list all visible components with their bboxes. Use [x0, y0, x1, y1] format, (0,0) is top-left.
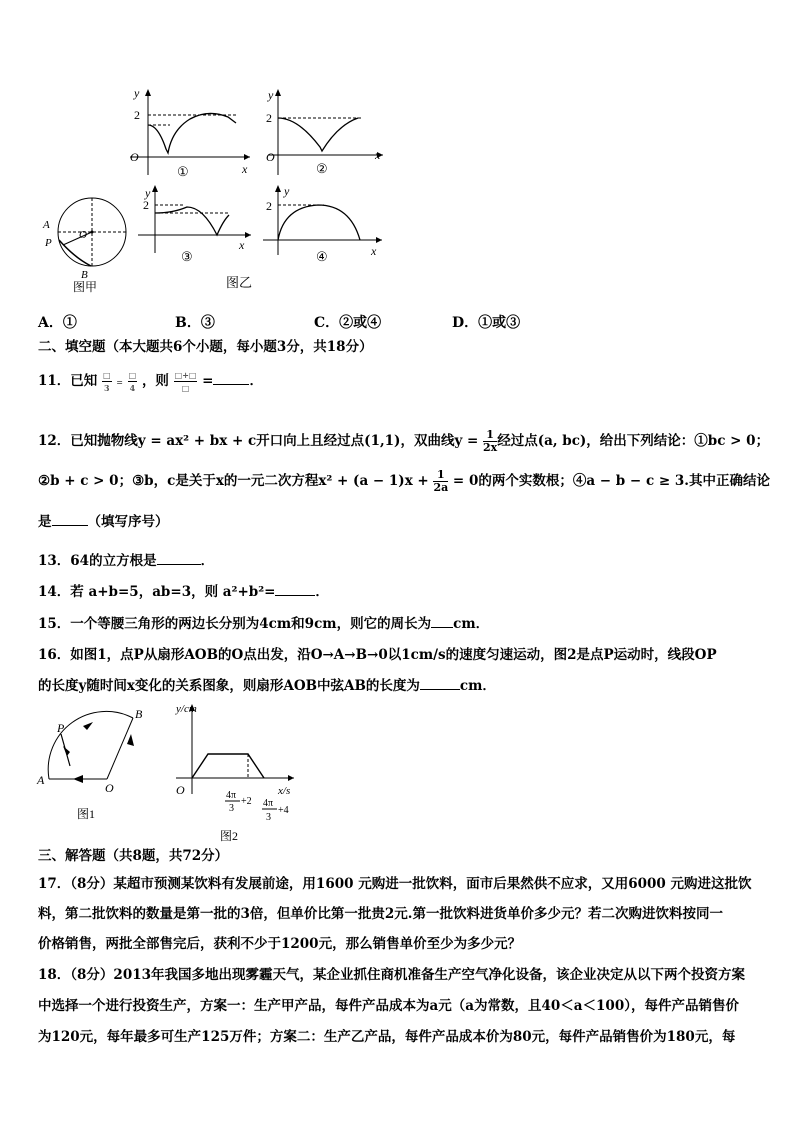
- q12-frac-2: [433, 469, 448, 494]
- caption-yi: 图乙: [226, 276, 253, 291]
- q12-text-3b: （填写序号）: [87, 514, 169, 530]
- option-A[interactable]: A．①: [38, 315, 77, 331]
- figure-label: ④: [316, 249, 328, 263]
- question-18-line-1: 18．（8分）2013年我国多地出现雾霾天气，某企业抓住商机准备生产空气净化设备，该企业决定从以下两个投资方案: [38, 967, 746, 983]
- question-12-line-1: [38, 426, 770, 456]
- q13-text: 13．64的立方根是: [38, 553, 157, 569]
- caption-jia: 图甲: [73, 280, 98, 294]
- question-18-line-3: 为120元，每年最多可生产125万件；方案二：生产乙产品，每件产品成本价为80元，每件产品销售价为180元，每: [38, 1029, 736, 1045]
- tick2-den: 3: [266, 812, 271, 823]
- graph-figure-2-q16: [170, 700, 310, 848]
- figure-label: ①: [177, 164, 189, 179]
- answer-blank[interactable]: [157, 564, 201, 565]
- q15-end: cm．: [453, 616, 490, 632]
- q14-text: 14．若 a+b=5，ab=3，则 a²+b²=: [38, 584, 276, 600]
- q12-frac-1: [483, 429, 497, 454]
- tick2-num: 4π: [263, 798, 274, 809]
- figure-label: ③: [181, 249, 193, 263]
- question-15: [38, 614, 764, 634]
- q16-end: cm．: [459, 678, 496, 694]
- q12-text-1b: 经过点(a, bc)，给出下列结论：①bc > 0；: [497, 433, 770, 449]
- tick1-suffix: +2: [241, 796, 252, 807]
- answer-blank[interactable]: [52, 525, 88, 526]
- circle-figure-jia: [35, 192, 145, 297]
- question-16-line-1: 16．如图1，点P从扇形AOB的O点出发，沿O→A→B→0以1cm/s的速度匀速运动，图2是点P运动时，线段OP: [38, 647, 717, 663]
- q12-text-2b: = 0的两个实数根；④a − b − c ≥ 3.其中正确结论: [448, 473, 770, 489]
- question-12-line-2: [38, 466, 770, 496]
- graph-figure-1: [120, 85, 260, 180]
- q11-frac3-num: □+□: [174, 370, 197, 380]
- tick-label: 2: [143, 198, 149, 212]
- point-O-label: O: [105, 781, 114, 795]
- tick-label: 2: [266, 111, 272, 125]
- q11-eq: =: [202, 373, 214, 389]
- question-17-line-1: 17．（8分）某超市预测某饮料有发展前途，用1600 元购进一批饮料，面市后果然供不应求，又用6000 元购进这批饮: [38, 876, 752, 892]
- section-3-heading: 三、解答题（共8题，共72分）: [38, 848, 229, 864]
- origin-label: O: [266, 150, 275, 164]
- q11-prefix: 11．已知: [38, 373, 98, 389]
- axis-x-label: x: [375, 148, 381, 162]
- q12-text-1: 12．已知抛物线y = ax² + bx + c开口向上且经过点(1,1)，双曲线y =: [38, 433, 483, 449]
- tick2-suffix: +4: [278, 805, 289, 816]
- point-P-label: P: [45, 237, 52, 249]
- graph-figure-3: [133, 183, 263, 263]
- point-A-label: A: [43, 219, 50, 231]
- question-17-line-2: 料，第二批饮料的数量是第一批的3倍，但单价比第一批贵2元.第一批饮料进货单价多少元？若二次购进饮料按同一: [38, 906, 723, 922]
- answer-blank[interactable]: [213, 384, 249, 385]
- axis-y-label: y: [284, 184, 290, 198]
- section-2-heading: 二、填空题（本大题共6个小题，每小题3分，共18分）: [38, 339, 373, 355]
- axis-x-label: x/s: [278, 785, 291, 797]
- answer-blank[interactable]: [275, 595, 315, 596]
- q11-end: ．: [249, 373, 263, 389]
- question-16-line-2: [38, 676, 764, 696]
- sector-figure-1: [35, 704, 165, 824]
- q12-frac-2-den: 2a: [433, 481, 449, 494]
- q12-frac-2-num: 1: [433, 469, 448, 482]
- question-17-line-3: 价格销售，两批全部售完后，获利不少于1200元，那么销售单价至少为多少元？: [38, 936, 522, 952]
- question-14: [38, 582, 764, 602]
- q15-text: 15．一个等腰三角形的两边长分别为4cm和9cm，则它的周长为: [38, 616, 432, 632]
- q11-frac1-num: □: [103, 370, 111, 380]
- option-B[interactable]: B．③: [175, 315, 215, 331]
- q11-frac2-num: □: [128, 370, 137, 380]
- graph-figure-4: [258, 183, 388, 263]
- q12-text-3: 是: [38, 514, 52, 530]
- q12-frac-1-num: 1: [483, 429, 497, 442]
- q11-frac2: [128, 369, 138, 394]
- axis-x-label: x: [239, 238, 245, 252]
- answer-blank[interactable]: [431, 627, 453, 628]
- answer-blank[interactable]: [420, 689, 460, 690]
- option-D[interactable]: D．①或③: [452, 315, 521, 331]
- question-11: 11．已知 $\frac{□}{3}$ = $\frac{□}{4}$ ，则 $\frac{□+□}{□}$ = ．: [38, 370, 263, 393]
- q12-frac-1-den: 2x: [483, 441, 498, 454]
- axis-y-label: y/cm: [176, 703, 197, 715]
- q11-frac3: [174, 369, 198, 394]
- caption-fig1: 图1: [77, 807, 96, 821]
- question-18-line-2: 中选择一个进行投资生产，方案一：生产甲产品，每件产品成本为a元（a为常数，且40＜a＜100），每件产品销售价: [38, 998, 739, 1014]
- tick-label: 2: [134, 108, 140, 122]
- graph-figure-2: [258, 85, 388, 180]
- point-A-label: A: [37, 773, 45, 787]
- axis-x-label: x: [242, 162, 248, 176]
- figure-label: ②: [316, 161, 328, 176]
- tick-label: 2: [266, 199, 272, 213]
- axis-y-label: y: [134, 86, 140, 100]
- tick1-num: 4π: [226, 790, 237, 801]
- q11-mid: ，则: [141, 373, 169, 389]
- q16-text-2: 的长度y随时间x变化的关系图象，则扇形AOB中弦AB的长度为: [38, 678, 420, 694]
- axis-x-label: x: [371, 244, 377, 258]
- q11-frac1-den: 3: [103, 383, 110, 393]
- origin-label: O: [176, 783, 185, 797]
- origin-label: O: [130, 150, 139, 164]
- q11-frac2-den: 4: [129, 383, 136, 393]
- axis-y-label: y: [145, 186, 151, 200]
- option-C[interactable]: C．②或④: [314, 315, 382, 331]
- q14-end: ．: [315, 584, 329, 600]
- point-B-label: B: [135, 707, 143, 721]
- q11-frac3-den: □: [181, 383, 190, 393]
- point-P-label: P: [57, 721, 65, 735]
- question-12-line-3: [38, 512, 764, 532]
- q11-frac1: [102, 369, 112, 394]
- axis-y-label: y: [268, 88, 274, 102]
- caption-fig2: 图2: [220, 829, 239, 843]
- question-13: [38, 551, 764, 571]
- q12-text-2: ②b + c > 0；③b，c是关于x的一元二次方程x² + (a − 1)x +: [38, 473, 434, 489]
- point-B-label: B: [81, 269, 88, 281]
- q13-end: ．: [200, 553, 215, 569]
- tick1-den: 3: [229, 803, 234, 814]
- point-O-label: O: [79, 229, 87, 241]
